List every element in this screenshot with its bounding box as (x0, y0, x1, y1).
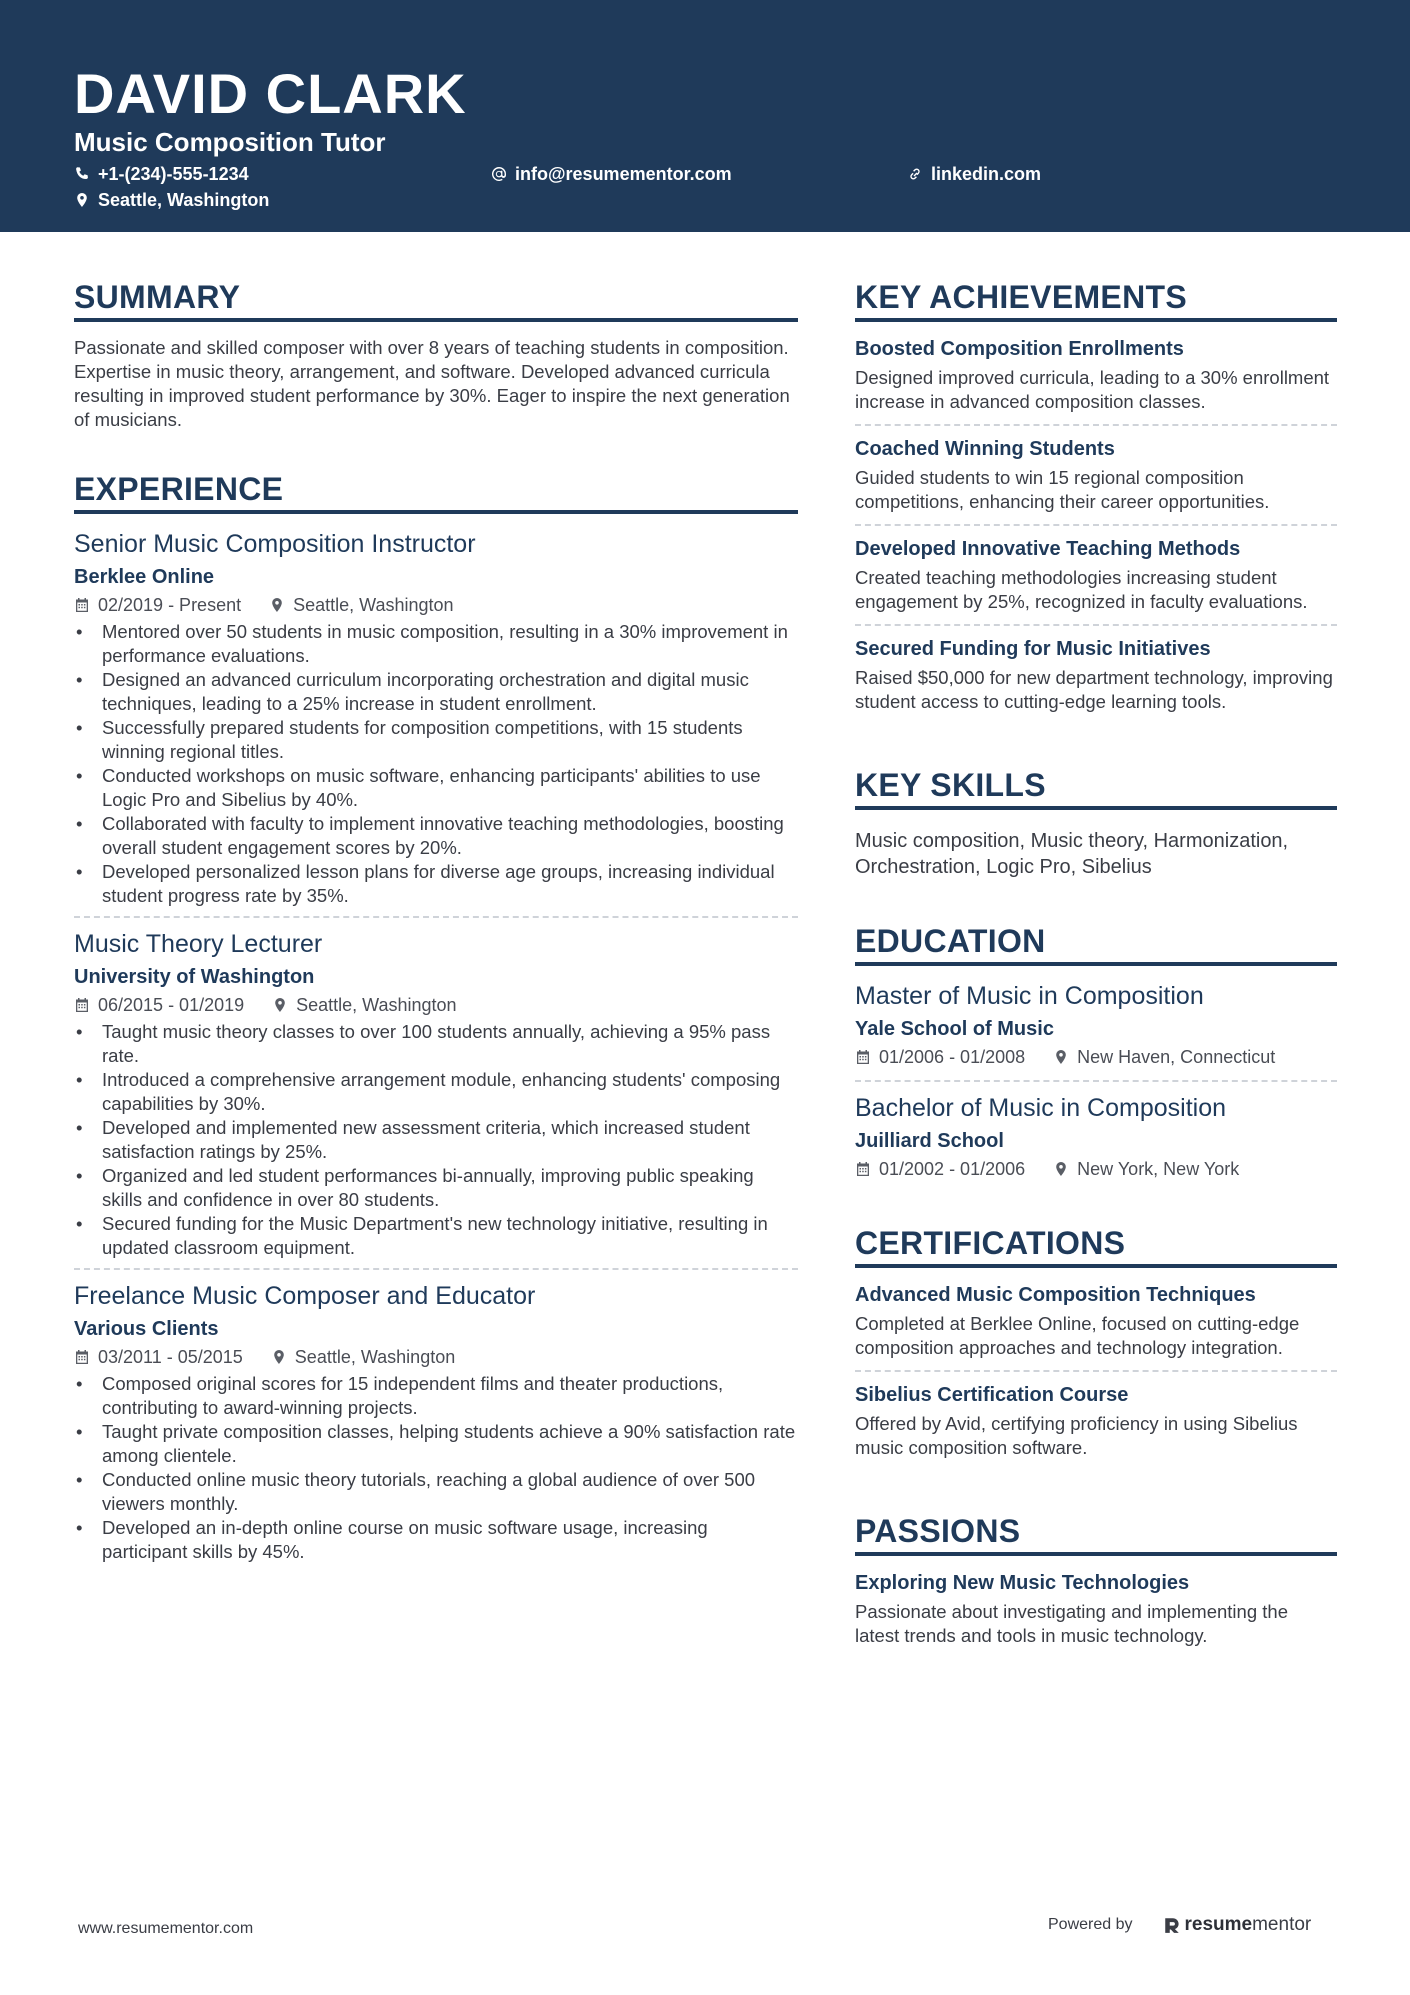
bullet-item: • Introduced a comprehensive arrangement module, enhancing students' composing capabilities by 30%. (74, 1068, 798, 1116)
calendar-icon (74, 1349, 90, 1365)
map-pin-icon (269, 597, 285, 613)
certification-item (855, 1382, 1337, 1470)
job-location (269, 592, 453, 618)
job-location (271, 1344, 455, 1370)
skills-section (855, 764, 1337, 880)
job-meta (74, 1344, 798, 1370)
candidate-name: DAVID CLARK (74, 62, 467, 125)
phone-text: +1-(234)-555-1234 (98, 164, 249, 184)
education-location (1053, 1044, 1275, 1070)
bullet-item: • Organized and led student performances bi-annually, improving public speaking skills and confidence in over 80 students. (74, 1164, 798, 1212)
achievement-item (855, 536, 1337, 626)
calendar-icon (74, 597, 90, 613)
job-role: Freelance Music Composer and Educator (74, 1282, 536, 1310)
achievements-heading: KEY ACHIEVEMENTS (855, 276, 1337, 322)
job-location-text: Seattle, Washington (293, 595, 454, 615)
right-column (855, 276, 1337, 1688)
footer-powered (1048, 1914, 1311, 1936)
job-company: University of Washington (74, 966, 315, 988)
education-location-text: New York, New York (1077, 1159, 1240, 1179)
job-dates: 06/2015 - 01/2019 (98, 995, 245, 1015)
contact-linkedin[interactable] (907, 163, 1041, 185)
job-company: Various Clients (74, 1318, 219, 1340)
certifications-section (855, 1222, 1337, 1470)
education-location (1053, 1156, 1239, 1182)
at-icon (491, 166, 507, 182)
school: Juilliard School (855, 1130, 1004, 1152)
bullet-item: • Developed and implemented new assessment criteria, which increased student satisfaction ratings by 25%. (74, 1116, 798, 1164)
linkedin-text: linkedin.com (931, 164, 1042, 184)
certification-item (855, 1282, 1337, 1372)
education-heading: EDUCATION (855, 920, 1337, 966)
certification-title: Sibelius Certification Course (855, 1384, 1129, 1406)
achievement-text: Designed improved curricula, leading to a 30% enrollment increase in advanced composition classes. (855, 367, 1330, 412)
passion-text: Passionate about investigating and implementing the latest trends and tools in music technology. (855, 1601, 1288, 1646)
job-location (272, 992, 456, 1018)
achievement-item (855, 336, 1337, 426)
logo-text-light: mentor (1252, 1914, 1312, 1935)
skills-text: Music composition, Music theory, Harmonization, Orchestration, Logic Pro, Sibelius (855, 830, 1289, 878)
summary-section (74, 276, 798, 432)
calendar-icon (855, 1049, 871, 1065)
job-bullets (74, 1020, 798, 1260)
certification-title: Advanced Music Composition Techniques (855, 1284, 1256, 1306)
achievement-title: Coached Winning Students (855, 438, 1115, 460)
achievement-item (855, 636, 1337, 724)
job-bullets (74, 620, 798, 908)
job-meta (74, 992, 798, 1018)
logo-mark-icon (1163, 1916, 1181, 1934)
achievement-title: Developed Innovative Teaching Methods (855, 538, 1241, 560)
contact-phone[interactable] (74, 163, 249, 185)
passion-item (855, 1570, 1337, 1658)
bullet-item: • Secured funding for the Music Department's new technology initiative, resulting in updated classroom equipment. (74, 1212, 798, 1260)
contact-location (74, 189, 269, 211)
achievement-text: Created teaching methodologies increasing student engagement by 25%, recognized in faculty evaluations. (855, 567, 1308, 612)
map-pin-icon (271, 1349, 287, 1365)
education-meta (855, 1156, 1337, 1182)
location-text: Seattle, Washington (98, 190, 270, 210)
bullet-item: • Taught music theory classes to over 100 students annually, achieving a 95% pass rate. (74, 1020, 798, 1068)
education-item (855, 980, 1337, 1082)
education-location-text: New Haven, Connecticut (1077, 1047, 1276, 1067)
job-location-text: Seattle, Washington (294, 1347, 456, 1367)
map-pin-icon (272, 997, 288, 1013)
job-dates: 03/2011 - 05/2015 (98, 1347, 243, 1367)
summary-heading: SUMMARY (74, 276, 798, 322)
job-location-text: Seattle, Washington (296, 995, 457, 1015)
candidate-title: Music Composition Tutor (74, 127, 386, 157)
degree: Bachelor of Music in Composition (855, 1094, 1226, 1122)
education-section (855, 920, 1337, 1192)
phone-icon (74, 166, 90, 182)
link-icon (907, 166, 923, 182)
logo-text-bold: resume (1184, 1914, 1253, 1935)
achievement-text: Raised $50,000 for new department technology, improving student access to cutting-edge learning tools. (855, 667, 1333, 712)
experience-item (74, 1280, 798, 1572)
achievement-item (855, 436, 1337, 526)
calendar-icon (855, 1161, 871, 1177)
bullet-item: • Successfully prepared students for composition competitions, with 15 students winning regional titles. (74, 716, 798, 764)
bullet-item: • Conducted workshops on music software, enhancing participants' abilities to use Logic Pro and Sibelius by 40%. (74, 764, 798, 812)
achievement-title: Secured Funding for Music Initiatives (855, 638, 1211, 660)
experience-item (74, 528, 798, 918)
calendar-icon (74, 997, 90, 1013)
powered-by-text: Powered by (1048, 1916, 1133, 1933)
certification-text: Offered by Avid, certifying proficiency in using Sibelius music composition software. (855, 1413, 1298, 1458)
bullet-item: • Collaborated with faculty to implement innovative teaching methodologies, boosting overall student engagement scores by 20%. (74, 812, 798, 860)
footer-website[interactable]: www.resumementor.com (78, 1920, 254, 1937)
bullet-item: • Composed original scores for 15 independent films and theater productions, contributing to award-winning projects. (74, 1372, 798, 1420)
experience-item (74, 928, 798, 1270)
education-dates: 01/2006 - 01/2008 (879, 1047, 1026, 1067)
map-pin-icon (1053, 1161, 1069, 1177)
experience-heading: EXPERIENCE (74, 468, 798, 514)
job-company: Berklee Online (74, 566, 215, 588)
bullet-item: • Designed an advanced curriculum incorporating orchestration and digital music techniques, leading to a 25% increase in student enrollment. (74, 668, 798, 716)
summary-text: Passionate and skilled composer with over 8 years of teaching students in composition. Expertise in music theory, arrangement, and software. Developed advanced curricula resulting in improved student performance by 30%. Eager to inspire the next generation of musicians. (74, 337, 790, 430)
school: Yale School of Music (855, 1018, 1054, 1040)
skills-heading: KEY SKILLS (855, 764, 1337, 810)
achievement-text: Guided students to win 15 regional composition competitions, enhancing their career opportunities. (855, 467, 1270, 512)
bullet-item: • Developed personalized lesson plans for diverse age groups, increasing individual student progress rate by 35%. (74, 860, 798, 908)
job-role: Senior Music Composition Instructor (74, 530, 476, 558)
resume-header (0, 0, 1410, 232)
degree: Master of Music in Composition (855, 982, 1204, 1010)
passions-heading: PASSIONS (855, 1510, 1337, 1556)
bullet-item: • Conducted online music theory tutorials, reaching a global audience of over 500 viewers monthly. (74, 1468, 798, 1516)
job-meta (74, 592, 798, 618)
left-column (74, 276, 798, 1602)
certification-text: Completed at Berklee Online, focused on cutting-edge composition approaches and technology integration. (855, 1313, 1300, 1358)
passions-section (855, 1510, 1337, 1658)
job-role: Music Theory Lecturer (74, 930, 323, 958)
education-dates: 01/2002 - 01/2006 (879, 1159, 1026, 1179)
bullet-item: • Developed an in-depth online course on music software usage, increasing participant skills by 45%. (74, 1516, 798, 1564)
education-meta (855, 1044, 1337, 1070)
experience-section (74, 468, 798, 1572)
job-dates: 02/2019 - Present (98, 595, 242, 615)
bullet-item: • Taught private composition classes, helping students achieve a 90% satisfaction rate among clientele. (74, 1420, 798, 1468)
email-text: info@resumementor.com (515, 164, 732, 184)
map-pin-icon (74, 192, 90, 208)
resumementor-logo[interactable] (1163, 1914, 1312, 1936)
certifications-heading: CERTIFICATIONS (855, 1222, 1337, 1268)
job-bullets (74, 1372, 798, 1564)
map-pin-icon (1053, 1049, 1069, 1065)
education-item (855, 1092, 1337, 1192)
achievements-section (855, 276, 1337, 724)
achievement-title: Boosted Composition Enrollments (855, 338, 1184, 360)
contact-email[interactable] (491, 163, 732, 185)
bullet-item: • Mentored over 50 students in music composition, resulting in a 30% improvement in performance evaluations. (74, 620, 798, 668)
passion-title: Exploring New Music Technologies (855, 1572, 1190, 1594)
